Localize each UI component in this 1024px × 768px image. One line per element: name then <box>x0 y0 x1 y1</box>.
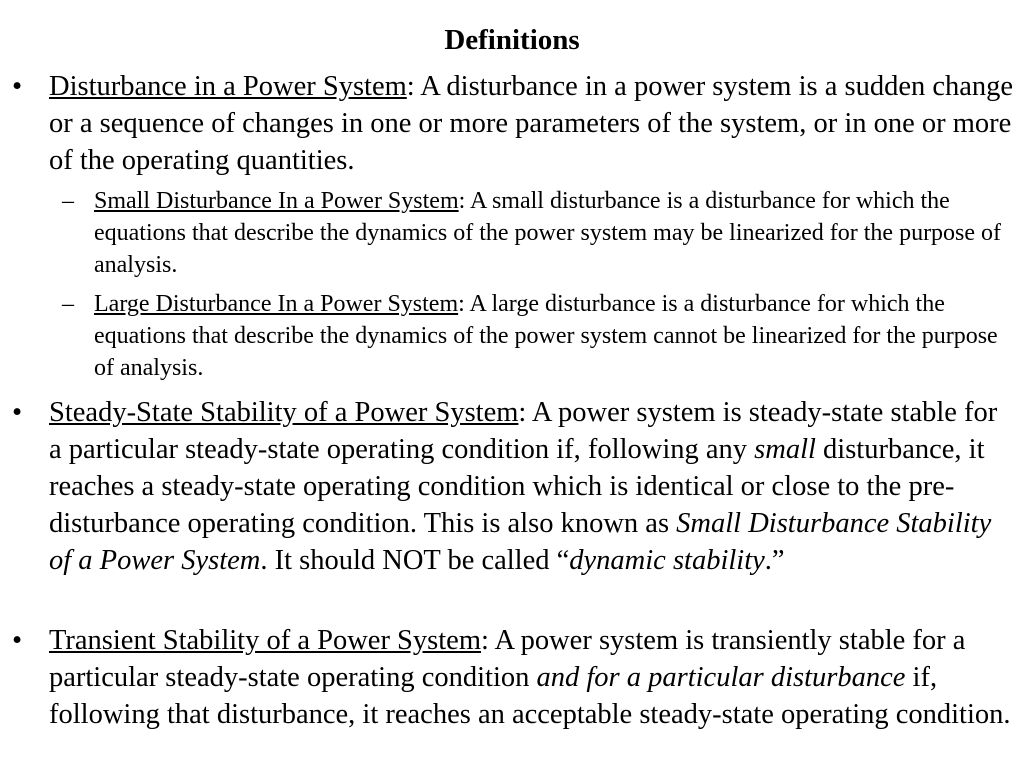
subbullet-marker: – <box>62 188 74 214</box>
slide-title: Definitions <box>444 24 580 56</box>
term-label: Steady-State Stability of a Power System <box>49 397 519 428</box>
bullet-text <box>49 622 1014 733</box>
term-separator: : <box>518 397 532 428</box>
bullet-marker: • <box>12 396 23 428</box>
term-separator: : <box>406 71 421 102</box>
term-label: Disturbance in a Power System <box>49 71 407 102</box>
emphasis-text: and for a particular disturbance <box>536 662 906 693</box>
emphasis-text: dynamic stability <box>569 545 765 576</box>
term-label: Small Disturbance In a Power System <box>94 188 459 214</box>
definition-text: disturbance, it reaches a steady-state operating condition which is identical or close to the pre-disturbance operating condition. This is also known as <box>49 434 985 539</box>
subbullet-text <box>94 288 1016 384</box>
term-label: Transient Stability of a Power System <box>49 625 481 656</box>
definition-text: A small disturbance is a disturbance for which the equations that describe the dynamics of the power system may be linearized for the purpose of analysis. <box>94 188 1002 278</box>
definition-text: .” <box>764 545 785 576</box>
emphasis-text: Small Disturbance Stability of a Power System <box>49 508 992 576</box>
definition-text: A disturbance in a power system is a sudden change or a sequence of changes in one or more parameters of the system, or in one or more of the operating quantities. <box>49 71 1014 176</box>
term-separator: : <box>458 291 470 317</box>
subbullet-marker: – <box>62 291 74 317</box>
definition-text: if, following that disturbance, it reaches an acceptable steady-state operating condition. <box>49 662 1011 730</box>
term-separator: : <box>458 188 470 214</box>
subbullet-text <box>94 185 1016 281</box>
bullet-marker: • <box>12 624 23 656</box>
definition-text: A large disturbance is a disturbance for which the equations that describe the dynamics of the power system cannot be linearized for the purpose of analysis. <box>94 291 998 381</box>
definition-text: A power system is transiently stable for a particular steady-state operating condition <box>49 625 966 693</box>
term-separator: : <box>480 625 495 656</box>
bullet-text <box>49 68 1014 179</box>
term-label: Large Disturbance In a Power System <box>94 291 459 317</box>
emphasis-text: small <box>754 434 816 465</box>
bullet-text <box>49 394 1014 579</box>
definition-text: A power system is steady-state stable for a particular steady-state operating condition if, following any <box>49 397 998 465</box>
bullet-marker: • <box>12 70 23 102</box>
definition-text: . It should NOT be called “ <box>260 545 570 576</box>
